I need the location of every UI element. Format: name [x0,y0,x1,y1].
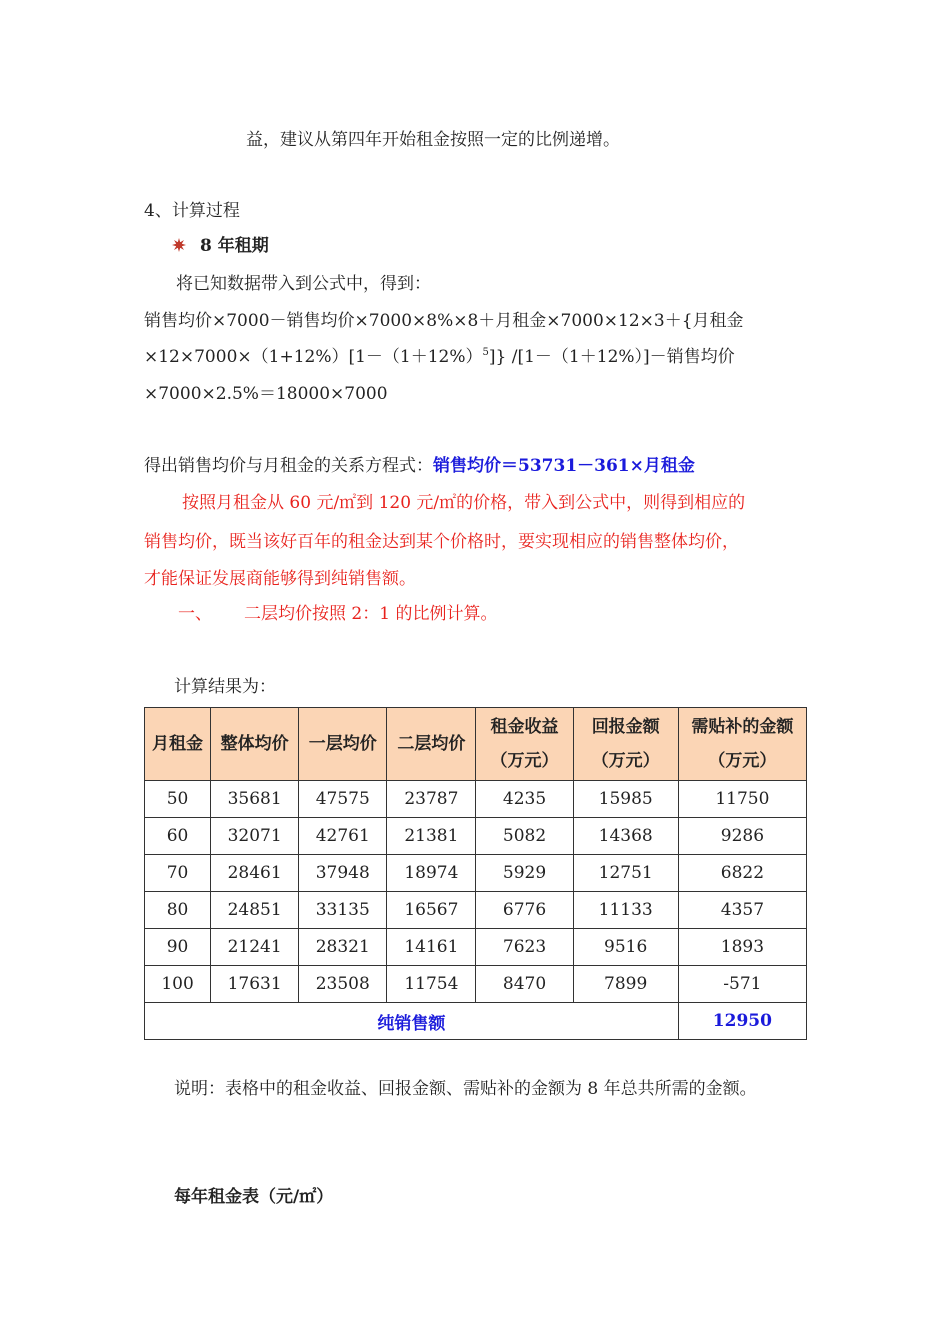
table-total-row [145,1003,807,1040]
table-row [145,966,807,1003]
red-paragraph-line-2: 销售均价，既当该好百年的租金达到某个价格时，要实现相应的销售整体均价， [144,532,739,552]
header-unit: （万元） [591,751,660,771]
header-overall-avg-price [211,708,299,781]
bullet-heading-text: 8 年租期 [200,236,269,256]
header-text: 回报金额 [591,717,660,737]
red-list-item-number: 一、 [178,604,212,624]
table-cell: 12751 [573,855,678,892]
table-cell: 7623 [476,929,573,966]
table-row [145,929,807,966]
table-row [145,855,807,892]
table-cell: 23508 [299,966,387,1003]
table-cell: 42761 [299,818,387,855]
table-cell: 18974 [387,855,476,892]
red-paragraph-line-3: 才能保证发展商能够得到纯销售额。 [144,569,416,589]
table-cell: 1893 [678,929,806,966]
relation-line [144,454,695,478]
table-cell: 6776 [476,892,573,929]
header-text: 二层均价 [397,734,466,754]
table-cell: 11754 [387,966,476,1003]
formula-line-3: ×7000×2.5%＝18000×7000 [144,384,388,404]
header-unit: （万元） [490,751,559,771]
header-unit: （万元） [708,751,777,771]
total-value: 12950 [678,1003,806,1040]
table-cell: 32071 [211,818,299,855]
table-cell: 70 [145,855,211,892]
table-cell: 28321 [299,929,387,966]
table-cell: 8470 [476,966,573,1003]
table-cell: 35681 [211,781,299,818]
annual-rent-table-title: 每年租金表（元/㎡） [174,1187,334,1207]
table-cell: 4235 [476,781,573,818]
table-cell: 17631 [211,966,299,1003]
table-cell: 90 [145,929,211,966]
table-cell: 23787 [387,781,476,818]
relation-prefix: 得出销售均价与月租金的关系方程式： [144,456,433,476]
formula-exponent: 5 [482,347,489,358]
section-heading: 4、计算过程 [144,201,240,221]
table-cell: 24851 [211,892,299,929]
header-text: 需贴补的金额 [691,717,794,737]
red-paragraph-line-1: 按照月租金从 60 元/㎡到 120 元/㎡的价格，带入到公式中，则得到相应的 [182,493,746,513]
table-cell: 16567 [387,892,476,929]
header-subsidy-amount [678,708,806,781]
table-cell: 100 [145,966,211,1003]
header-text: 一层均价 [308,734,377,754]
table-cell: 9286 [678,818,806,855]
formula-line-2b: ]} /[1－（1＋12%）]－销售均价 [488,347,735,367]
table-note: 说明：表格中的租金收益、回报金额、需贴补的金额为 8 年总共所需的金额。 [174,1079,757,1099]
table-cell: 7899 [573,966,678,1003]
table-cell: 5082 [476,818,573,855]
table-cell: 11133 [573,892,678,929]
header-text: 租金收益 [490,717,559,737]
table-header-row [145,708,807,781]
total-label: 纯销售额 [145,1003,679,1040]
header-floor1-avg-price [299,708,387,781]
formula-line-1: 销售均价×7000－销售均价×7000×8%×8＋月租金×7000×12×3＋{月租金 [144,311,744,331]
table-cell: 21381 [387,818,476,855]
header-return-amount [573,708,678,781]
relation-equation: 销售均价＝53731－361×月租金 [433,456,695,476]
red-list-item-text: 二层均价按照 2：1 的比例计算。 [244,604,498,624]
result-label: 计算结果为： [174,677,276,697]
table-row [145,892,807,929]
formula-line-2 [144,345,735,369]
table-cell: 50 [145,781,211,818]
header-monthly-rent [145,708,211,781]
table-cell: 33135 [299,892,387,929]
header-floor2-avg-price [387,708,476,781]
results-table [144,707,807,1040]
intro-text: 将已知数据带入到公式中，得到： [176,274,431,294]
header-text: 月租金 [152,734,204,754]
table-cell: -571 [678,966,806,1003]
table-cell: 80 [145,892,211,929]
table-cell: 14161 [387,929,476,966]
table-cell: 11750 [678,781,806,818]
table-cell: 6822 [678,855,806,892]
table-row [145,781,807,818]
table-cell: 21241 [211,929,299,966]
header-rent-income [476,708,573,781]
table-cell: 5929 [476,855,573,892]
table-cell: 28461 [211,855,299,892]
red-starburst-bullet-icon [172,238,186,252]
header-text: 整体均价 [220,734,289,754]
table-row [145,818,807,855]
bullet-heading [172,234,269,258]
table-cell: 60 [145,818,211,855]
table-cell: 15985 [573,781,678,818]
table-cell: 9516 [573,929,678,966]
table-cell: 47575 [299,781,387,818]
table-cell: 4357 [678,892,806,929]
formula-line-2a: ×12×7000×（1+12%）[1－（1＋12%） [144,347,483,367]
table-cell: 37948 [299,855,387,892]
table-cell: 14368 [573,818,678,855]
paragraph-continuation: 益，建议从第四年开始租金按照一定的比例递增。 [246,130,620,150]
